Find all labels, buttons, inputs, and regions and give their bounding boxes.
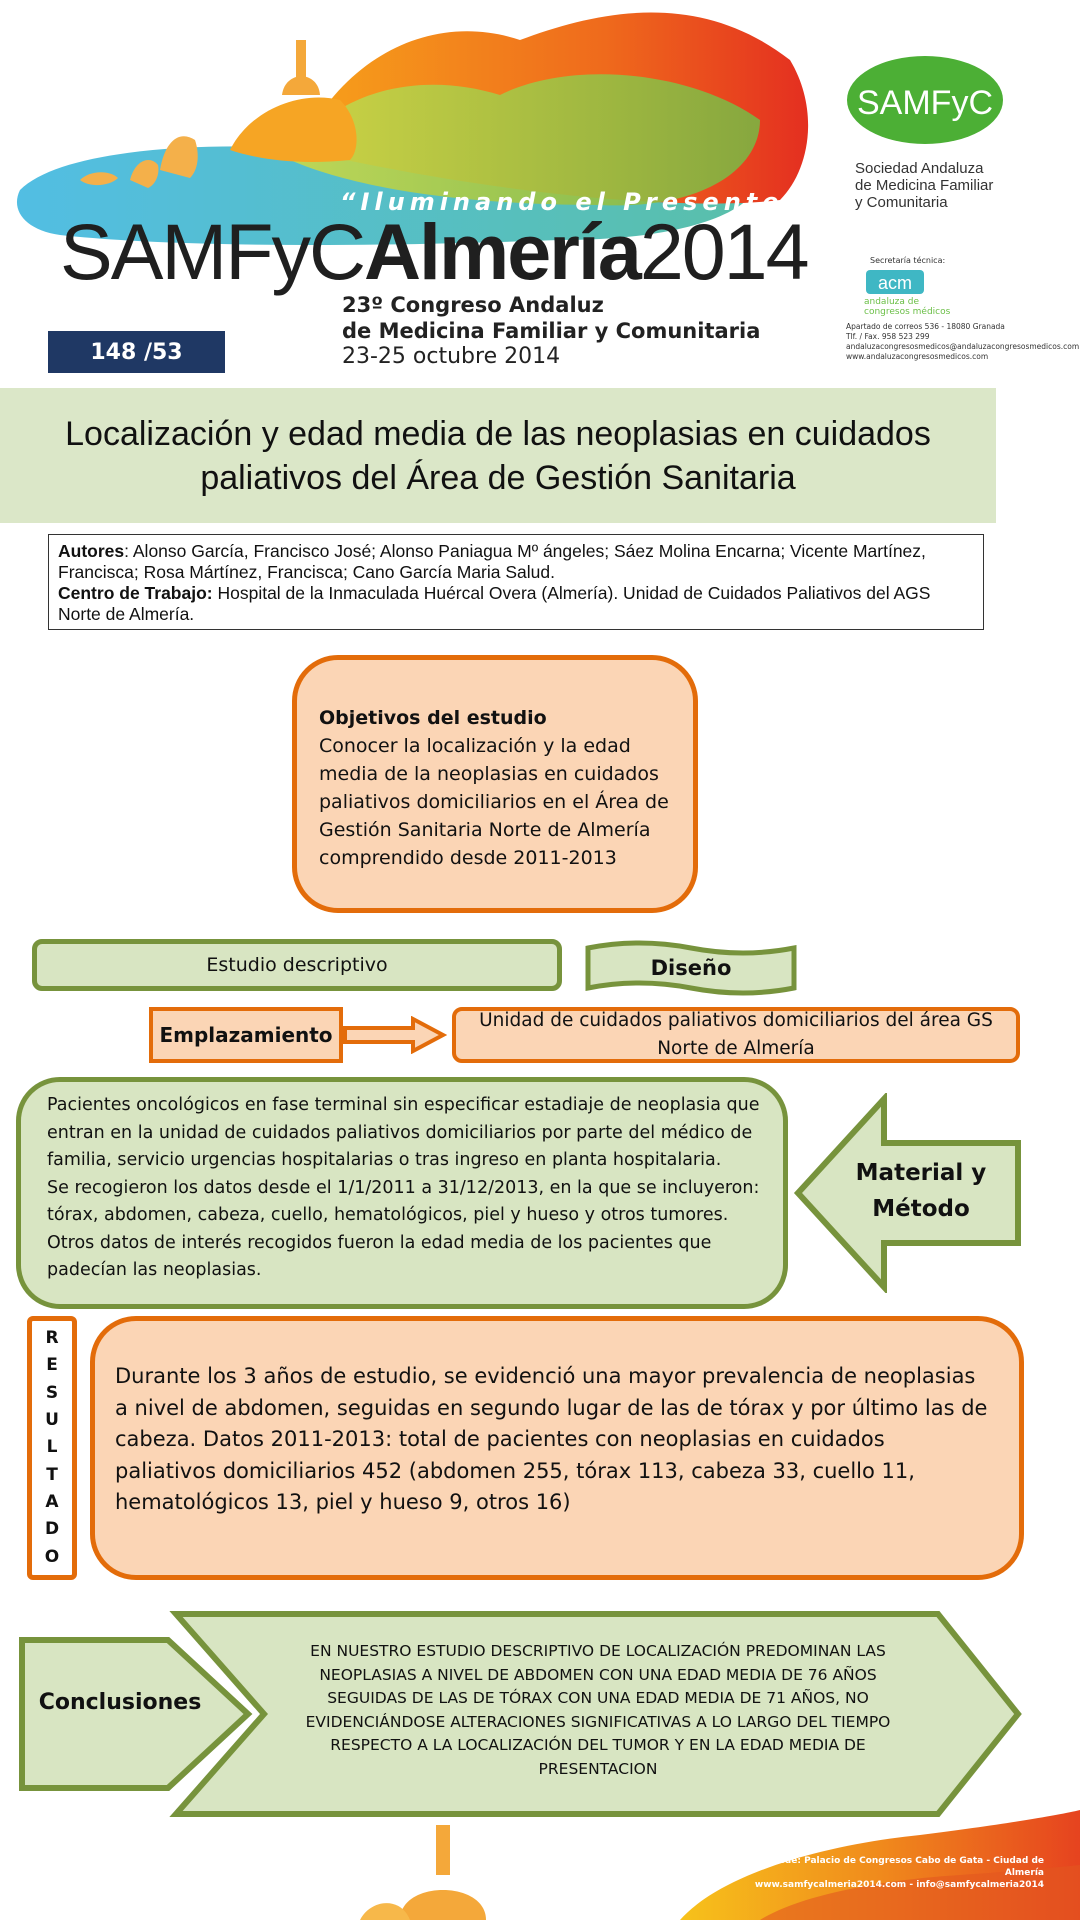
conclusions-text: EN NUESTRO ESTUDIO DESCRIPTIVO DE LOCALIZACIÓN PREDOMINAN LAS NEOPLASIAS A NIVEL DE ABDOMEN CON UNA EDAD MEDIA DE 76 AÑOS SEGUIDAS DE LAS DE TÓRAX CON UNA EDAD MEDIA DE 71 AÑOS, NO EVIDENCIÁNDOSE ALTERACIONES SIGNIFICATIVAS A LO LARGO DEL TIEMPO RESPECTO A LA LOCALIZACIÓN DEL TUMOR Y EN LA EDAD MEDIA DE PRESENTACION (305, 1642, 891, 1778)
methods-paragraph-1: Pacientes oncológicos en fase terminal sin especificar estadiaje de neoplasia que entran en la unidad de cuidados paliativos domiciliarios por parte del médico de familia, servicio urgencias hospitalarias o tras ingreso en planta hospitalaria. (47, 1095, 760, 1170)
results-text: Durante los 3 años de estudio, se evidenció una mayor prevalencia de neoplasias a nivel de abdomen, seguidas en segundo lugar de las de tórax y por último las de cabeza. Datos 2011-2013: total de pacientes con neoplasias en cuidados paliativos domiciliarios 452 (abdomen 255, tórax 113, cabeza 33, cuello 11, hematológicos 13, piel y hueso 9, otros 16) (115, 1364, 988, 1514)
footer-venue-line-1: Sede: Palacio de Congresos Cabo de Gata - Ciudad de Almería (772, 1856, 1044, 1878)
methods-label-line-2: Método (872, 1196, 970, 1222)
acm-logo (866, 268, 926, 296)
authors-box (48, 534, 984, 630)
poster-title (65, 412, 931, 500)
footer-venue-line-2: www.samfycalmeria2014.com - info@samfycalmeria2014 (754, 1880, 1044, 1890)
congress-info (342, 292, 760, 370)
congress-line-2: de Medicina Familiar y Comunitaria (342, 319, 761, 343)
samfyc-logo-text: SAMFyC (857, 84, 993, 122)
results-letter: U (45, 1410, 59, 1431)
workplace-text: Hospital de la Inmaculada Huércal Overa (Almería). Unidad de Cuidados Paliativos del AGS Norte de Almería. (58, 583, 931, 624)
brand-samfyc: SAMFyC (60, 207, 364, 296)
location-label-box (149, 1007, 343, 1063)
congress-line-1: 23º Congreso Andaluz (342, 293, 604, 317)
design-value: Estudio descriptivo (206, 954, 388, 976)
samfyc-org-name (855, 160, 993, 211)
objectives-heading: Objetivos del estudio (319, 707, 547, 729)
address-line-2: Tlf. / Fax. 958 523 299 (846, 332, 930, 341)
congress-brand-title (60, 207, 808, 296)
samfyc-logo (845, 52, 1007, 152)
secretaria-address (846, 322, 1079, 362)
design-label: Diseño (650, 956, 732, 980)
design-value-box (32, 939, 562, 991)
results-letter: S (45, 1382, 59, 1403)
address-line-4: www.andaluzacongresosmedicos.com (846, 352, 989, 361)
authors-label: Autores (58, 541, 125, 561)
org-line-1: Sociedad Andaluza (855, 160, 984, 177)
conclusions-label: Conclusiones (38, 1690, 202, 1715)
methods-box (16, 1077, 788, 1309)
authors-list: : Alonso García, Francisco José; Alonso Paniagua Mº ángeles; Sáez Molina Encarna; Vicente Martínez, Francisca; Rosa Mártínez, Francisca; Cano García Maria Salud. (58, 541, 926, 582)
congress-dates: 23-25 octubre 2014 (342, 344, 561, 369)
location-label: Emplazamiento (159, 1023, 333, 1047)
footer-venue (740, 1855, 1044, 1891)
acm-sub-2: congresos médicos (864, 307, 951, 317)
title-line-1: Localización y edad media de las neoplasias en cuidados (65, 414, 931, 453)
location-value: Unidad de cuidados paliativos domiciliarios del área GS Norte de Almería (479, 1010, 993, 1059)
acm-sub-1: andaluza de (864, 297, 920, 307)
address-line-3: andaluzacongresosmedicos@andaluzacongresosmedicos.com (846, 342, 1080, 351)
results-letter: D (44, 1519, 60, 1540)
methods-paragraph-2: Se recogieron los datos desde el 1/1/2011 a 31/12/2013, en la que se incluyeron: tórax, abdomen, cabeza, cuello, hematológicos, piel y hueso y otros tumores. Otros datos de interés recogidos fueron la edad media de los pacientes que padecían las neoplasias. (47, 1177, 760, 1280)
brand-almeria: Almería (364, 207, 640, 296)
results-letter: R (45, 1328, 59, 1349)
location-arrow-icon (343, 1016, 447, 1054)
methods-label (846, 1155, 996, 1227)
objectives-box (292, 655, 698, 913)
poster-title-band (0, 388, 996, 523)
secretaria-label: Secretaría técnica: (870, 256, 946, 265)
acm-subtitle (864, 297, 950, 317)
results-letter: O (44, 1546, 60, 1567)
results-letter: E (46, 1355, 58, 1376)
address-line-1: Apartado de correos 536 - 18080 Granada (846, 322, 1005, 331)
results-box (90, 1316, 1024, 1580)
title-line-2: paliativos del Área de Gestión Sanitaria (200, 458, 796, 497)
results-letter: T (46, 1464, 58, 1485)
methods-label-line-1: Material y (855, 1160, 987, 1186)
brand-year: 2014 (639, 207, 808, 296)
org-line-2: de Medicina Familiar (855, 177, 994, 194)
objectives-text: Conocer la localización y la edad media de la neoplasias en cuidados paliativos domiciliarios en el Área de Gestión Sanitaria Norte de Almería comprendido desde 2011-2013 (319, 735, 669, 869)
location-value-box (452, 1007, 1020, 1063)
acm-logo-text: acm (877, 273, 913, 293)
poster-number-badge: 148 /53 (48, 331, 225, 373)
results-letter: L (46, 1437, 58, 1458)
congress-tagline: “Iluminando el Presente” (340, 188, 805, 216)
results-vertical-label (27, 1316, 77, 1580)
workplace-label: Centro de Trabajo: (58, 583, 213, 603)
results-letter: A (45, 1492, 59, 1513)
org-line-3: y Comunitaria (855, 194, 948, 211)
